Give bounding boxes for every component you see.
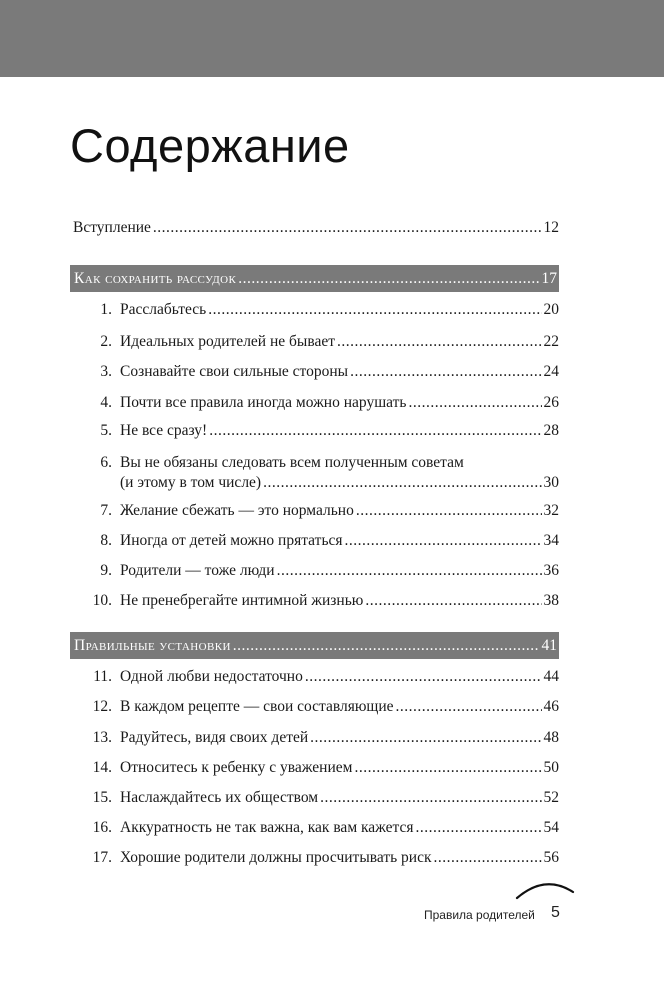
toc-entry-page: 34 bbox=[543, 532, 559, 549]
toc-entry[interactable] bbox=[88, 787, 559, 809]
entry-number: 10. bbox=[92, 592, 112, 609]
toc-entry-page: 22 bbox=[543, 333, 559, 350]
dot-leader bbox=[305, 666, 542, 688]
toc-entry-page: 46 bbox=[543, 698, 559, 715]
toc-entry[interactable] bbox=[88, 757, 559, 779]
entry-number: 5. bbox=[100, 422, 112, 439]
dot-leader bbox=[356, 500, 542, 522]
toc-entry-label: Одной любви недостаточно bbox=[120, 668, 303, 685]
entry-number: 9. bbox=[100, 562, 112, 579]
section-header-1[interactable] bbox=[70, 265, 559, 292]
dot-leader bbox=[408, 392, 541, 414]
entry-number: 1. bbox=[100, 301, 112, 318]
toc-entry-label: Желание сбежать — это нормально bbox=[120, 502, 354, 519]
toc-entry[interactable] bbox=[88, 590, 559, 612]
entry-number: 6. bbox=[100, 454, 112, 471]
toc-entry-page: 24 bbox=[543, 363, 559, 380]
dot-leader bbox=[416, 817, 542, 839]
toc-entry-page: 12 bbox=[543, 219, 559, 236]
toc-entry-label: Идеальных родителей не бывает bbox=[120, 333, 335, 350]
toc-entry[interactable] bbox=[88, 666, 559, 688]
dot-leader bbox=[209, 420, 541, 442]
entry-number: 3. bbox=[100, 363, 112, 380]
entry-number: 2. bbox=[100, 333, 112, 350]
toc-entry-page: 32 bbox=[543, 502, 559, 519]
toc-entry[interactable] bbox=[88, 560, 559, 582]
dot-leader bbox=[233, 637, 540, 655]
dot-leader bbox=[345, 530, 542, 552]
toc-entry-page: 56 bbox=[543, 849, 559, 866]
section-page: 17 bbox=[541, 269, 557, 287]
toc-entry-label: Относитесь к ребенку с уважением bbox=[120, 759, 353, 776]
toc-entry-page: 48 bbox=[543, 729, 559, 746]
toc-entry[interactable] bbox=[88, 727, 559, 749]
toc-entry-page: 38 bbox=[543, 592, 559, 609]
dot-leader bbox=[263, 472, 541, 494]
toc-entry-label: Радуйтесь, видя своих детей bbox=[120, 729, 309, 746]
footer-page-number: 5 bbox=[551, 904, 560, 921]
dot-leader bbox=[365, 590, 541, 612]
toc-entry[interactable] bbox=[88, 331, 559, 353]
toc-entry-page: 52 bbox=[543, 789, 559, 806]
toc-entry[interactable] bbox=[88, 420, 559, 442]
dot-leader bbox=[350, 361, 541, 383]
section-header-2[interactable] bbox=[70, 632, 559, 659]
dot-leader bbox=[337, 331, 542, 353]
toc-entry-page: 30 bbox=[543, 474, 559, 491]
toc-entry-label: Расслабьтесь bbox=[120, 301, 207, 318]
toc-entry-label: Вступление bbox=[73, 219, 151, 236]
entry-number: 14. bbox=[92, 759, 112, 776]
toc-entry-page: 50 bbox=[543, 759, 559, 776]
section-label: Как сохранить рассудок bbox=[74, 269, 237, 287]
section-label: Правильные установки bbox=[74, 636, 231, 654]
footer-ornament-icon bbox=[515, 878, 575, 900]
entry-number: 17. bbox=[92, 849, 112, 866]
toc-entry[interactable] bbox=[88, 530, 559, 552]
toc-entry-label: Родители — тоже люди bbox=[120, 562, 275, 579]
toc-entry-label: Почти все правила иногда можно нарушать bbox=[120, 394, 407, 411]
toc-entry-page: 20 bbox=[543, 301, 559, 318]
toc-entry-page: 36 bbox=[543, 562, 559, 579]
toc-entry-label-line1: Вы не обязаны следовать всем полученным советам bbox=[120, 454, 464, 471]
page-title: Содержание bbox=[70, 119, 350, 172]
toc-entry-label: Наслаждайтесь их обществом bbox=[120, 789, 319, 806]
toc-entry-label: Не пренебрегайте интимной жизнью bbox=[120, 592, 364, 609]
toc-entry[interactable] bbox=[88, 392, 559, 414]
entry-number: 11. bbox=[93, 668, 112, 685]
toc-entry-page: 26 bbox=[543, 394, 559, 411]
dot-leader bbox=[208, 299, 541, 321]
dot-leader bbox=[153, 217, 542, 239]
toc-entry-continuation[interactable] bbox=[88, 472, 559, 494]
toc-entry-label: Сознавайте свои сильные стороны bbox=[120, 363, 349, 380]
toc-entry-label: Не все сразу! bbox=[120, 422, 208, 439]
dot-leader bbox=[310, 727, 541, 749]
toc-entry-page: 28 bbox=[543, 422, 559, 439]
dot-leader bbox=[354, 757, 541, 779]
toc-entry[interactable] bbox=[88, 847, 559, 869]
entry-number: 8. bbox=[100, 532, 112, 549]
toc-entry-label: В каждом рецепте — свои составляющие bbox=[120, 698, 394, 715]
entry-number: 16. bbox=[92, 819, 112, 836]
dot-leader bbox=[277, 560, 542, 582]
toc-entry-page: 44 bbox=[543, 668, 559, 685]
toc-entry-page: 54 bbox=[543, 819, 559, 836]
entry-number: 7. bbox=[100, 502, 112, 519]
toc-entry[interactable] bbox=[88, 361, 559, 383]
toc-entry-label: Хорошие родители должны просчитывать риск bbox=[120, 849, 432, 866]
dot-leader bbox=[434, 847, 542, 869]
toc-entry-label: Иногда от детей можно прятаться bbox=[120, 532, 343, 549]
toc-entry[interactable] bbox=[88, 299, 559, 321]
section-page: 41 bbox=[541, 636, 557, 654]
toc-entry[interactable] bbox=[88, 696, 559, 718]
dot-leader bbox=[238, 270, 539, 288]
toc-entry-multiline[interactable] bbox=[88, 452, 559, 474]
entry-number: 15. bbox=[92, 789, 112, 806]
footer-book-title: Правила родителей bbox=[424, 908, 535, 922]
toc-entry[interactable] bbox=[88, 817, 559, 839]
toc-entry-label: Аккуратность не так важна, как вам кажется bbox=[120, 819, 414, 836]
toc-entry-label: (и этому в том числе) bbox=[120, 474, 262, 491]
toc-entry[interactable] bbox=[88, 500, 559, 522]
entry-number: 4. bbox=[100, 394, 112, 411]
entry-number: 13. bbox=[92, 729, 112, 746]
toc-entry-intro[interactable] bbox=[73, 217, 559, 239]
dot-leader bbox=[320, 787, 541, 809]
dot-leader bbox=[396, 696, 542, 718]
entry-number: 12. bbox=[92, 698, 112, 715]
